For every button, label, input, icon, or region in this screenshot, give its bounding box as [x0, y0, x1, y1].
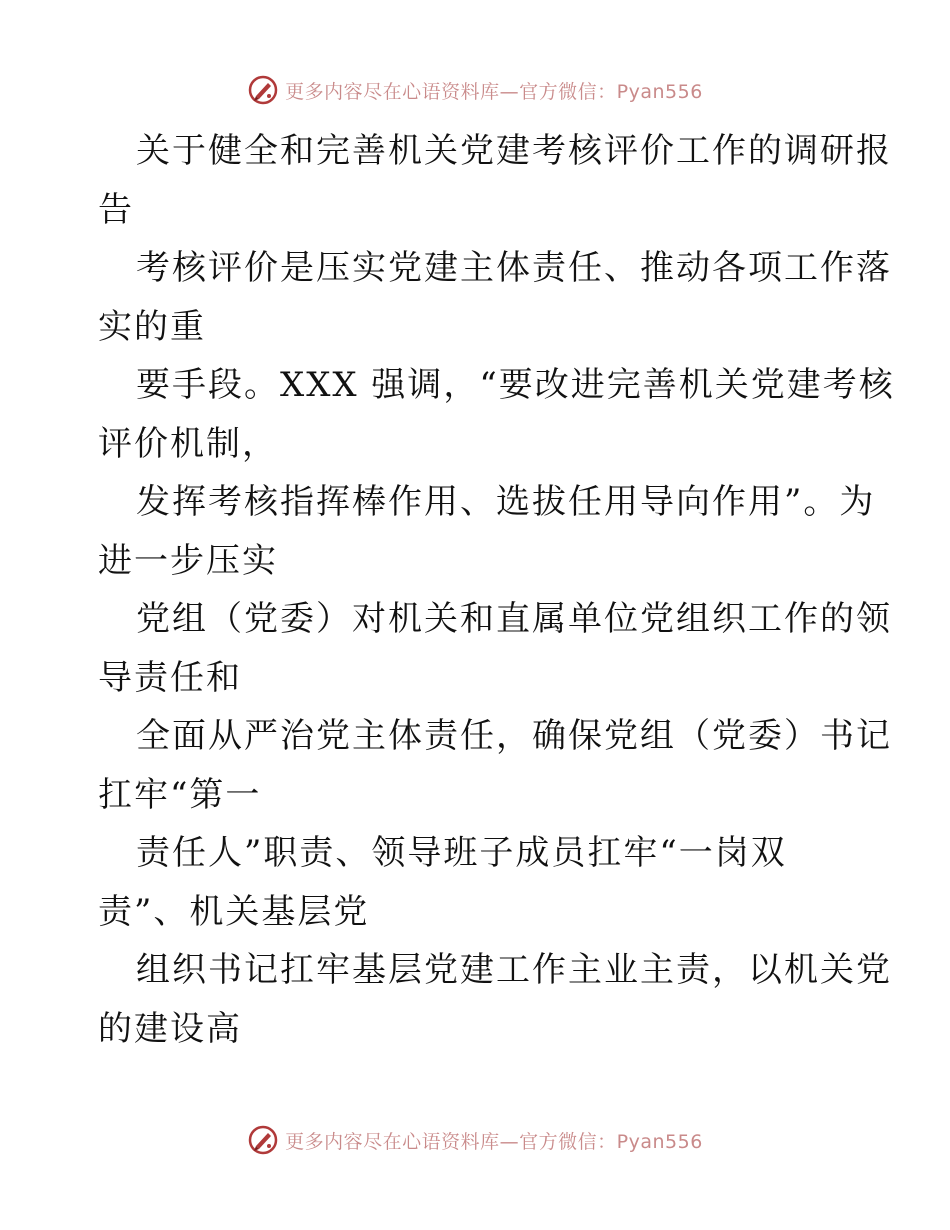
text-line: 的建设高 — [98, 1008, 242, 1049]
text-line: 进一步压实 — [98, 540, 278, 581]
header-banner — [0, 70, 950, 110]
text-line: 评价机制， — [98, 423, 278, 464]
text-line: 要手段。XXX 强调，“要改进完善机关党建考核 — [136, 365, 895, 405]
footer-banner — [0, 1120, 950, 1160]
document-body — [98, 122, 895, 1058]
text-line: 党组（党委）对机关和直属单位党组织工作的领 — [136, 599, 892, 639]
text-line: 组织书记扛牢基层党建工作主业主责，以机关党 — [136, 950, 892, 990]
footer-banner-text: 更多内容尽在心语资料库—官方微信：Pyan556 — [285, 1130, 703, 1153]
text-line: 责任人”职责、领导班子成员扛牢“一岗双 — [136, 833, 787, 873]
header-banner-text: 更多内容尽在心语资料库—官方微信：Pyan556 — [285, 80, 703, 103]
pen-logo-icon — [247, 1124, 279, 1156]
text-line: 全面从严治党主体责任，确保党组（党委）书记 — [136, 716, 892, 756]
text-line: 关于健全和完善机关党建考核评价工作的调研报 — [136, 131, 892, 171]
text-line: 考核评价是压实党建主体责任、推动各项工作落 — [136, 248, 892, 288]
text-line: 实的重 — [98, 306, 206, 347]
text-line: 告 — [98, 189, 134, 230]
text-line: 责”、机关基层党 — [98, 891, 370, 932]
text-line: 导责任和 — [98, 657, 242, 698]
pen-logo-icon — [247, 74, 279, 106]
text-line: 扛牢“第一 — [98, 774, 262, 815]
text-line: 发挥考核指挥棒作用、选拔任用导向作用”。为 — [136, 482, 876, 522]
